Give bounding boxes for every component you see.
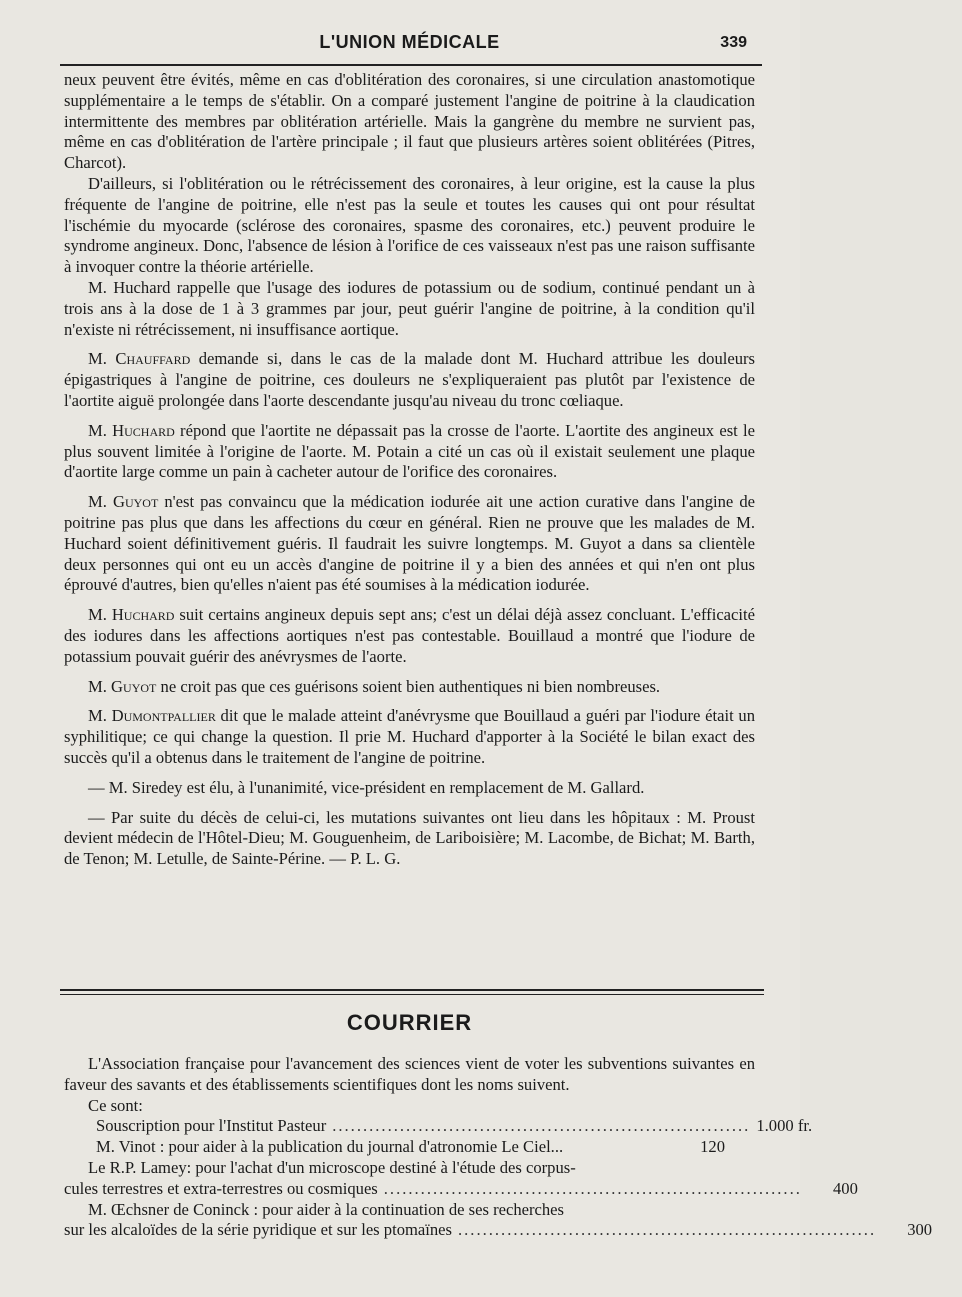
courrier-section — [64, 1054, 933, 1241]
page-number: 339 — [720, 34, 747, 51]
subvention-entry — [64, 1178, 858, 1200]
header-rule — [60, 64, 762, 66]
paragraph-continuation: neux peuvent être évités, même en cas d'oblitération des coronaires, si une circulation anastomotique supplémentaire a le temps de s'établir. On a comparé justement l'angine de poitrine à la claudication intermittente des membres par oblitération artérielle. Mais la gangrène du membre ne survient pas, même en cas d'oblitération de l'artère principale ; il faut que plusieurs artères soient oblitérées (Pitres, Charcot). — [64, 70, 755, 173]
paragraph-text: répond que l'aortite ne dépassait pas la crosse de l'aorte. L'aortite des angineux est le plus souvent limitée à l'origine de l'aorte. M. Potain a cité un cas où il existait seulement une plaque d'aortite large comme un pain à cacheter autour de l'orifice des coronaires. — [64, 420, 755, 482]
speaker-name: M. Guyot — [88, 676, 157, 696]
entry-label: cules terrestres et extra-terrestres ou cosmiques — [64, 1178, 378, 1198]
leader-dots: .................................................................... — [458, 1220, 877, 1240]
article-body — [64, 70, 755, 870]
entry-label: M. Vinot : pour aider à la publication du journal d'atronomie Le Ciel... — [96, 1137, 564, 1157]
paragraph-mutations: — Par suite du décès de celui-ci, les mutations suivantes ont lieu dans les hôpitaux : M. Proust devient médecin de l'Hôtel-Dieu; M. Gouguenheim, de Lariboisière; M. Lacombe, de Bichat; M. Barth, de Tenon; M. Letulle, de Sainte-Périne. — P. L. G. — [64, 807, 755, 869]
entry-label: sur les alcaloïdes de la série pyridique et sur les ptomaïnes — [64, 1220, 452, 1240]
paragraph-guyot — [64, 492, 755, 596]
paragraph-text: suit certains angineux depuis sept ans; c'est un délai déjà assez concluant. L'efficacité des iodures dans les affections aortiques n'est pas contestable. Bouillaud a montré que l'iodure de potassium pouvait guérir des anévrysmes de l'aorte. — [64, 605, 755, 666]
paragraph-ischemia: D'ailleurs, si l'oblitération ou le rétrécissement des coronaires, à leur origine, est la cause la plus fréquente de l'angine de poitrine, elle n'est pas la seule et toutes les causes qui ont pour résultat l'ischémie du myocarde (sclérose des coronaires, spasme des coronaires, etc.) peuvent produire le syndrome angineux. Donc, l'absence de lésion à l'orifice de ces vaisseaux n'est pas une raison suffisante à invoquer contre la théorie artérielle. — [64, 173, 755, 277]
journal-title: L'UNION MÉDICALE — [319, 32, 500, 52]
courrier-intro: L'Association française pour l'avancement des sciences vient de voter les subventions suivantes en faveur des savants et des établissements scientifiques dont les noms suivent. — [64, 1054, 755, 1094]
speaker-name: M. Guyot — [88, 492, 159, 512]
leader-dots: .................................................................... — [332, 1116, 751, 1136]
paragraph-siredey: — M. Siredey est élu, à l'unanimité, vice-président en remplacement de M. Gallard. — [88, 777, 645, 797]
section-divider — [60, 989, 764, 995]
entry-first-line: M. Œchsner de Coninck : pour aider à la continuation de ses recherches — [88, 1199, 564, 1219]
paragraph-text: n'est pas convaincu que la médication iodurée ait une action curative dans l'angine de poitrine pas plus que dans les affections du cœur en général. Rien ne prouve que les malades de M. Huchard soient définitivement guéris. Il faudrait les suivre longtemps. M. Guyot a dans sa clientèle deux personnes qui ont eu un accès d'angine de poitrine il y a bien des années et qui n'en ont plus éprouvé d'autres, bien qu'elles n'aient pas été soumises à la médication iodurée. — [64, 492, 755, 595]
speaker-name: M. Huchard — [88, 605, 175, 625]
entry-label: Souscription pour l'Institut Pasteur — [96, 1116, 327, 1136]
entry-amount: 300 — [907, 1220, 933, 1240]
entry-amount: 1.000 fr. — [756, 1116, 813, 1136]
subvention-entry — [64, 1137, 755, 1158]
entry-amount: 400 — [832, 1178, 858, 1198]
paragraph-chauffard — [64, 349, 755, 411]
paragraph-text: dit que le malade atteint d'anévrysme que Bouillaud a guéri par l'iodure était un syphilitique; ce qui change la question. Il prie M. Huchard d'apporter à la Société le bilan exact des succès qu'il a obtenus dans le traitement de l'angine de poitrine. — [64, 706, 755, 767]
paragraph-huchard-iodures: M. Huchard rappelle que l'usage des iodures de potassium ou de sodium, continué pendant un à trois ans à la dose de 1 à 3 grammes par jour, peut guérir l'angine de poitrine, à la condition qu'il n'existe ni rétrécissement, ni insuffisance aortique. — [64, 277, 755, 339]
running-head — [64, 28, 755, 60]
paragraph-guyot-doubt — [64, 677, 755, 698]
leader-dots: .................................................................... — [383, 1178, 802, 1198]
paragraph-text: demande si, dans le cas de la malade dont M. Huchard attribue les douleurs épigastriques à l'angine de poitrine, ces douleurs ne s'expliqueraient pas plutôt par l'existence de l'aortite aiguë prolongée dans l'aorte descendante jusqu'au niveau du tronc cœliaque. — [64, 349, 755, 410]
paragraph-huchard-follow — [64, 605, 755, 667]
subvention-entry — [64, 1220, 933, 1241]
paragraph-text: ne croit pas que ces guérisons soient bien authentiques ni bien nombreuses. — [156, 676, 661, 696]
paragraph-dumontpallier — [64, 706, 755, 768]
courrier-heading: COURRIER — [346, 1010, 473, 1035]
speaker-name: M. Dumontpallier — [88, 706, 216, 726]
entry-first-line: Le R.P. Lamey: pour l'achat d'un microscope destiné à l'étude des corpus- — [88, 1157, 576, 1177]
paragraph-huchard-reply — [64, 421, 755, 483]
speaker-name: M. Huchard — [88, 420, 175, 440]
subvention-entry — [64, 1116, 813, 1137]
courrier-ce-sont: Ce sont: — [88, 1095, 143, 1115]
entry-amount: 120 — [700, 1137, 725, 1157]
speaker-name: M. Chauffard — [88, 349, 191, 369]
